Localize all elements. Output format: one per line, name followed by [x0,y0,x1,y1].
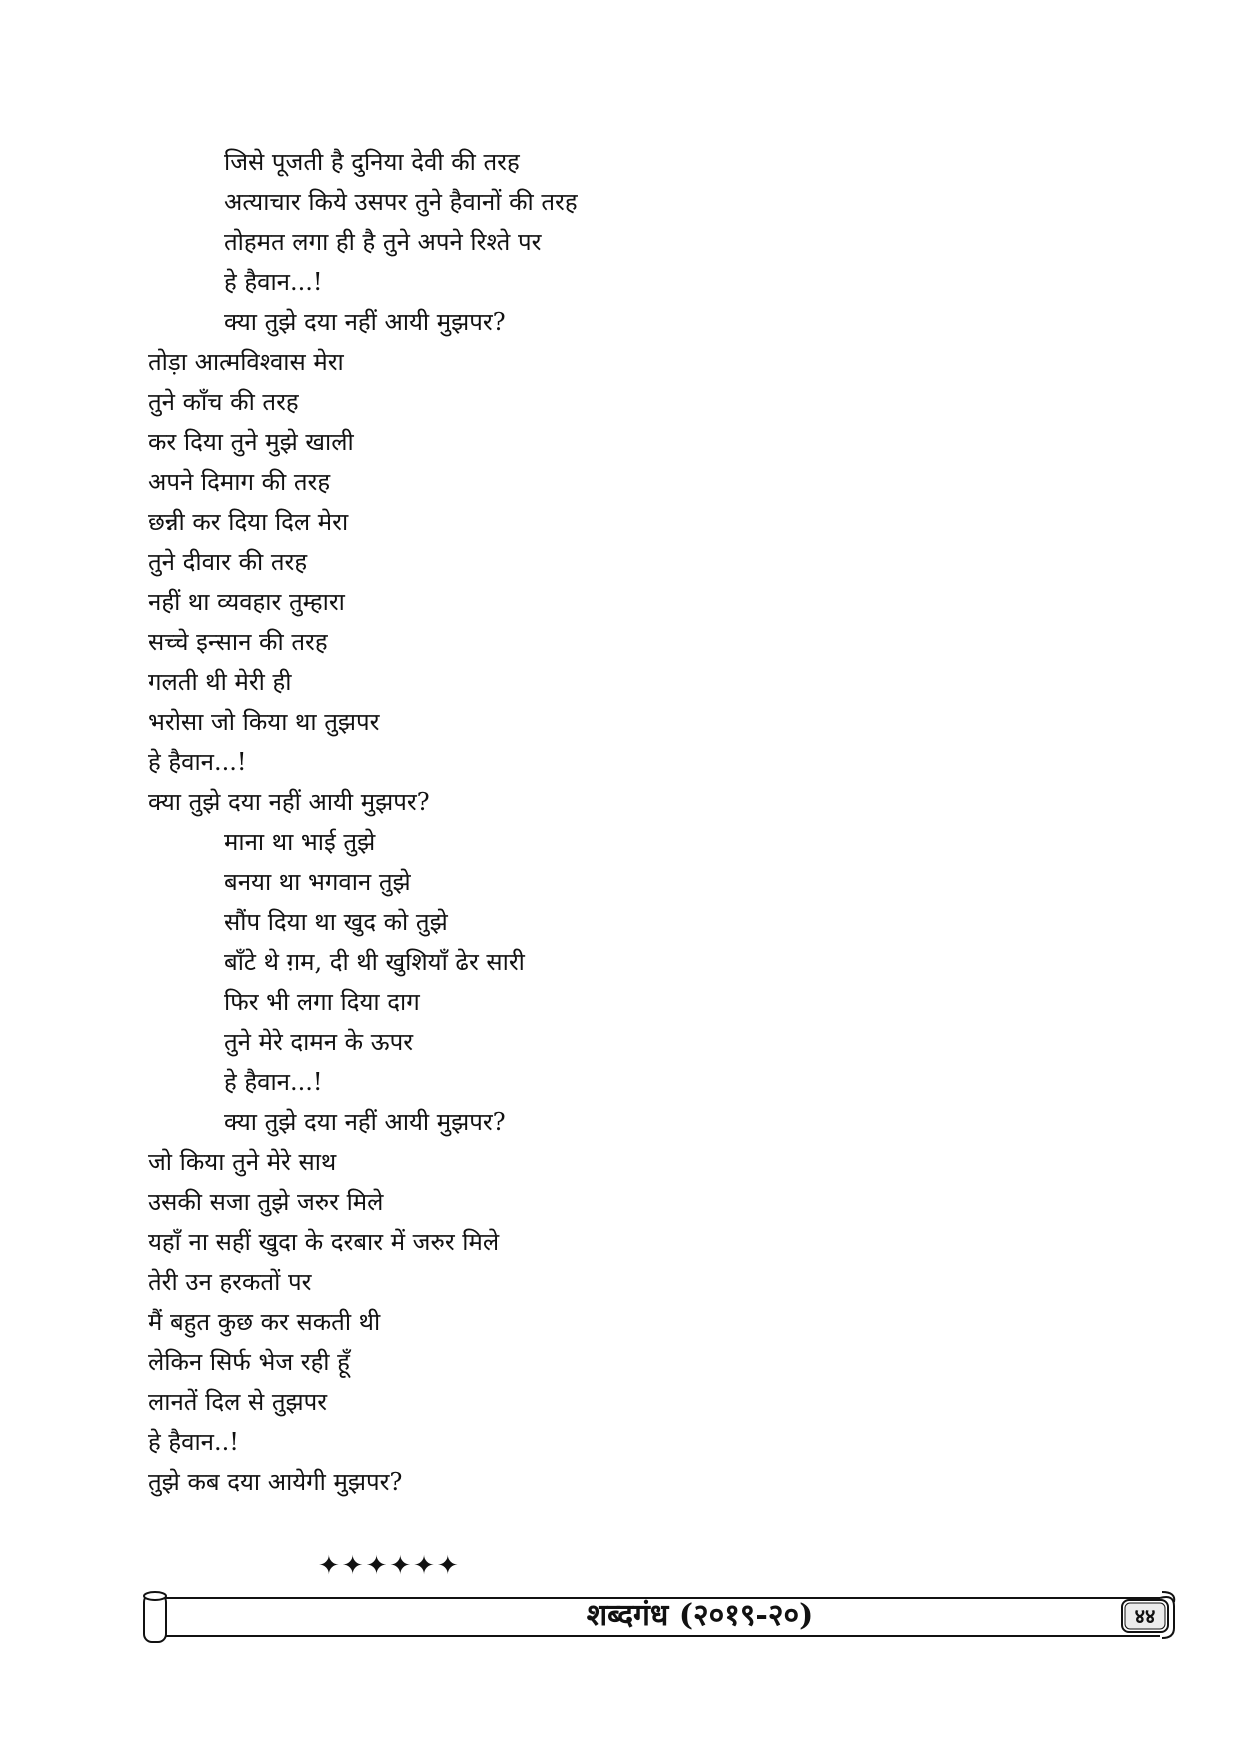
poem-line: तेरी उन हरकतों पर [148,1268,312,1296]
footer-banner [140,1588,1180,1648]
poem-line: हे हैवान...! [224,1068,323,1096]
poem-line: मैं बहुत कुछ कर सकती थी [148,1308,381,1336]
poem-line: फिर भी लगा दिया दाग [224,988,420,1016]
poem-line: तुने काँच की तरह [148,388,299,416]
poem-line: लानतें दिल से तुझपर [148,1388,328,1416]
poem-line: कर दिया तुने मुझे खाली [148,428,354,456]
poem-line: छन्नी कर दिया दिल मेरा [148,508,349,536]
end-ornament: ✦✦✦✦✦✦ [318,1551,461,1581]
poem-line: हे हैवान..! [148,1428,239,1456]
poem-line: तुझे कब दया आयेगी मुझपर? [148,1468,403,1496]
poem-line: तोड़ा आत्मविश्वास मेरा [148,348,344,376]
poem-line: अत्याचार किये उसपर तुने हैवानों की तरह [224,188,578,216]
poem-line: बनया था भगवान तुझे [224,868,411,896]
poem-line: क्या तुझे दया नहीं आयी मुझपर? [224,308,506,336]
poem-line: भरोसा जो किया था तुझपर [148,708,380,736]
poem-line: क्या तुझे दया नहीं आयी मुझपर? [148,788,430,816]
poem-line: माना था भाई तुझे [224,828,376,856]
poem-line: लेकिन सिर्फ भेज रही हूँ [148,1348,350,1376]
poem-line: यहाँ ना सहीं खुदा के दरबार में जरुर मिले [148,1228,500,1256]
poem-line: हे हैवान...! [148,748,247,776]
poem-line: नहीं था व्यवहार तुम्हारा [148,588,345,616]
poem-line: तोहमत लगा ही है तुने अपने रिश्ते पर [224,228,542,256]
poem-line: जिसे पूजती है दुनिया देवी की तरह [224,148,520,176]
publication-title: शब्दगंध (२०१९-२०) [586,1598,814,1633]
poem-line: तुने मेरे दामन के ऊपर [224,1028,414,1056]
poem-line: सच्चे इन्सान की तरह [148,628,328,656]
poem-line: हे हैवान...! [224,268,323,296]
poem-line: तुने दीवार की तरह [148,548,308,576]
poem-line: क्या तुझे दया नहीं आयी मुझपर? [224,1108,506,1136]
poem-line: सौंप दिया था खुद को तुझे [224,908,448,936]
poem-line: अपने दिमाग की तरह [148,468,331,496]
page-number: ४४ [1134,1604,1156,1628]
poem-line: जो किया तुने मेरे साथ [148,1148,337,1176]
poem-line: उसकी सजा तुझे जरुर मिले [148,1188,384,1216]
poem-line: बाँटे थे ग़म, दी थी खुशियाँ ढेर सारी [224,948,525,976]
poem-line: गलती थी मेरी ही [148,668,292,696]
